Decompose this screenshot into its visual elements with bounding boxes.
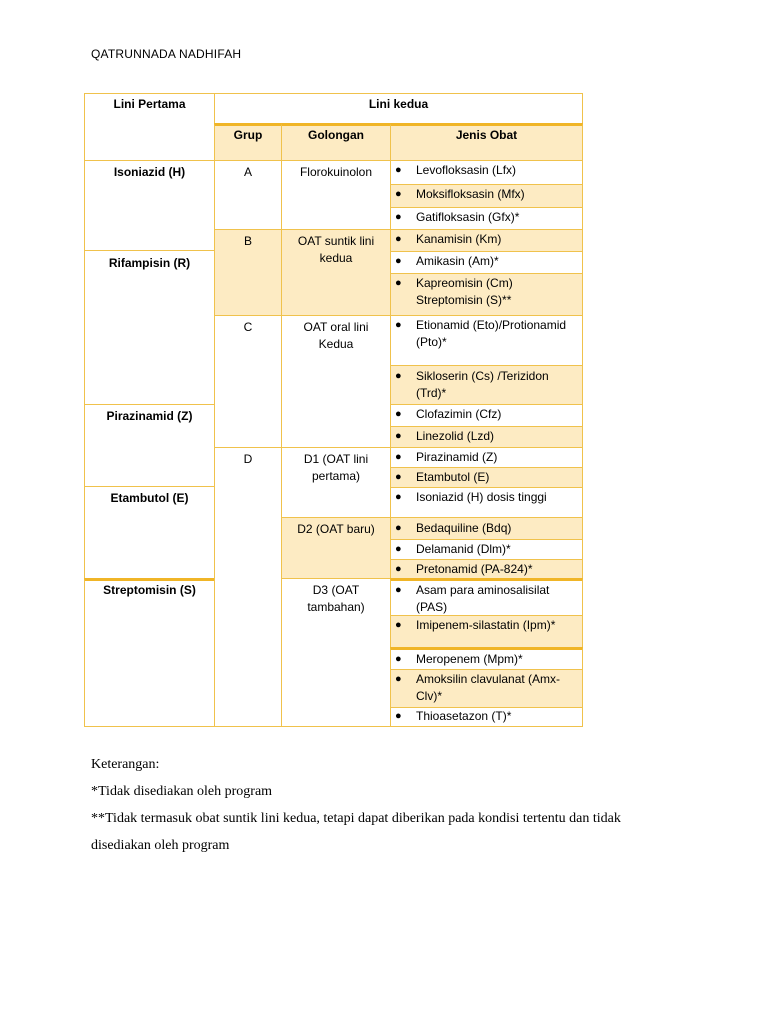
drug-item: ● Etionamid (Eto)/Protionamid (Pto)* [390, 315, 583, 366]
note-line: disediakan oleh program [91, 838, 230, 853]
drug-item: ● Amoksilin clavulanat (Amx-Clv)* [390, 669, 583, 708]
bullet-icon: ● [395, 543, 402, 555]
drug-item: ● Isoniazid (H) dosis tinggi [390, 487, 583, 518]
class-cell: OAT suntik lini kedua [281, 229, 391, 316]
bullet-icon: ● [395, 653, 402, 665]
bullet-icon: ● [395, 563, 402, 575]
bullet-icon: ● [395, 233, 402, 245]
drug-item: ● Thioasetazon (T)* [390, 707, 583, 727]
drug-item: ● Pretonamid (PA-824)* [390, 559, 583, 580]
group-cell: D [214, 447, 282, 727]
bullet-icon: ● [395, 164, 402, 176]
first-line-drug: Etambutol (E) [84, 486, 215, 580]
drug-item: ● Gatifloksasin (Gfx)* [390, 207, 583, 230]
bullet-icon: ● [395, 584, 402, 596]
drug-item: ● Delamanid (Dlm)* [390, 539, 583, 560]
class-cell: D3 (OAT tambahan) [281, 578, 391, 727]
header-first-line: Lini Pertama [84, 93, 215, 161]
header-drug-type: Jenis Obat [390, 123, 583, 161]
drug-item: ● Linezolid (Lzd) [390, 426, 583, 448]
bullet-icon: ● [395, 522, 402, 534]
drug-item: ● Pirazinamid (Z) [390, 447, 583, 468]
drug-item: ● Bedaquiline (Bdq) [390, 517, 583, 540]
note-line: *Tidak disediakan oleh program [91, 784, 273, 799]
bullet-icon: ● [395, 319, 402, 331]
bullet-icon: ● [395, 451, 402, 463]
drug-item: ● Sikloserin (Cs) /Terizidon (Trd)* [390, 365, 583, 405]
drug-item: ● Levofloksasin (Lfx) [390, 160, 583, 185]
drug-item: ● Clofazimin (Cfz) [390, 404, 583, 427]
drug-item: ● Moksifloksasin (Mfx) [390, 184, 583, 208]
drug-item: ● Kapreomisin (Cm) Streptomisin (S)** [390, 273, 583, 316]
class-cell: OAT oral lini Kedua [281, 315, 391, 448]
bullet-icon: ● [395, 471, 402, 483]
drug-item: ● Imipenem-silastatin (Ipm)* [390, 615, 583, 650]
bullet-icon: ● [395, 430, 402, 442]
first-line-drug: Pirazinamid (Z) [84, 404, 215, 487]
bullet-icon: ● [395, 710, 402, 722]
header-group: Grup [214, 123, 282, 161]
group-cell: C [214, 315, 282, 448]
notes-title: Keterangan: [91, 757, 160, 772]
class-cell: Florokuinolon [281, 160, 391, 230]
class-cell: D1 (OAT lini pertama) [281, 447, 391, 518]
drug-item: ● Meropenem (Mpm)* [390, 647, 583, 670]
bullet-icon: ● [395, 673, 402, 685]
bullet-icon: ● [395, 619, 402, 631]
bullet-icon: ● [395, 188, 402, 200]
first-line-drug: Isoniazid (H) [84, 160, 215, 251]
drug-item: ● Asam para aminosalisilat (PAS) [390, 578, 583, 616]
group-cell: A [214, 160, 282, 230]
first-line-drug: Streptomisin (S) [84, 578, 215, 727]
drug-item: ● Etambutol (E) [390, 467, 583, 488]
bullet-icon: ● [395, 277, 402, 289]
bullet-icon: ● [395, 211, 402, 223]
header-class: Golongan [281, 123, 391, 161]
first-line-drug: Rifampisin (R) [84, 250, 215, 405]
bullet-icon: ● [395, 255, 402, 267]
header-second-line: Lini kedua [214, 93, 583, 125]
bullet-icon: ● [395, 491, 402, 503]
bullet-icon: ● [395, 408, 402, 420]
note-line: **Tidak termasuk obat suntik lini kedua, tetapi dapat diberikan pada kondisi tertentu dan tidak [91, 811, 621, 826]
author-name: QATRUNNADA NADHIFAH [91, 47, 242, 61]
drug-item: ● Kanamisin (Km) [390, 229, 583, 252]
class-cell: D2 (OAT baru) [281, 517, 391, 579]
bullet-icon: ● [395, 370, 402, 382]
drug-item: ● Amikasin (Am)* [390, 251, 583, 274]
group-cell: B [214, 229, 282, 316]
